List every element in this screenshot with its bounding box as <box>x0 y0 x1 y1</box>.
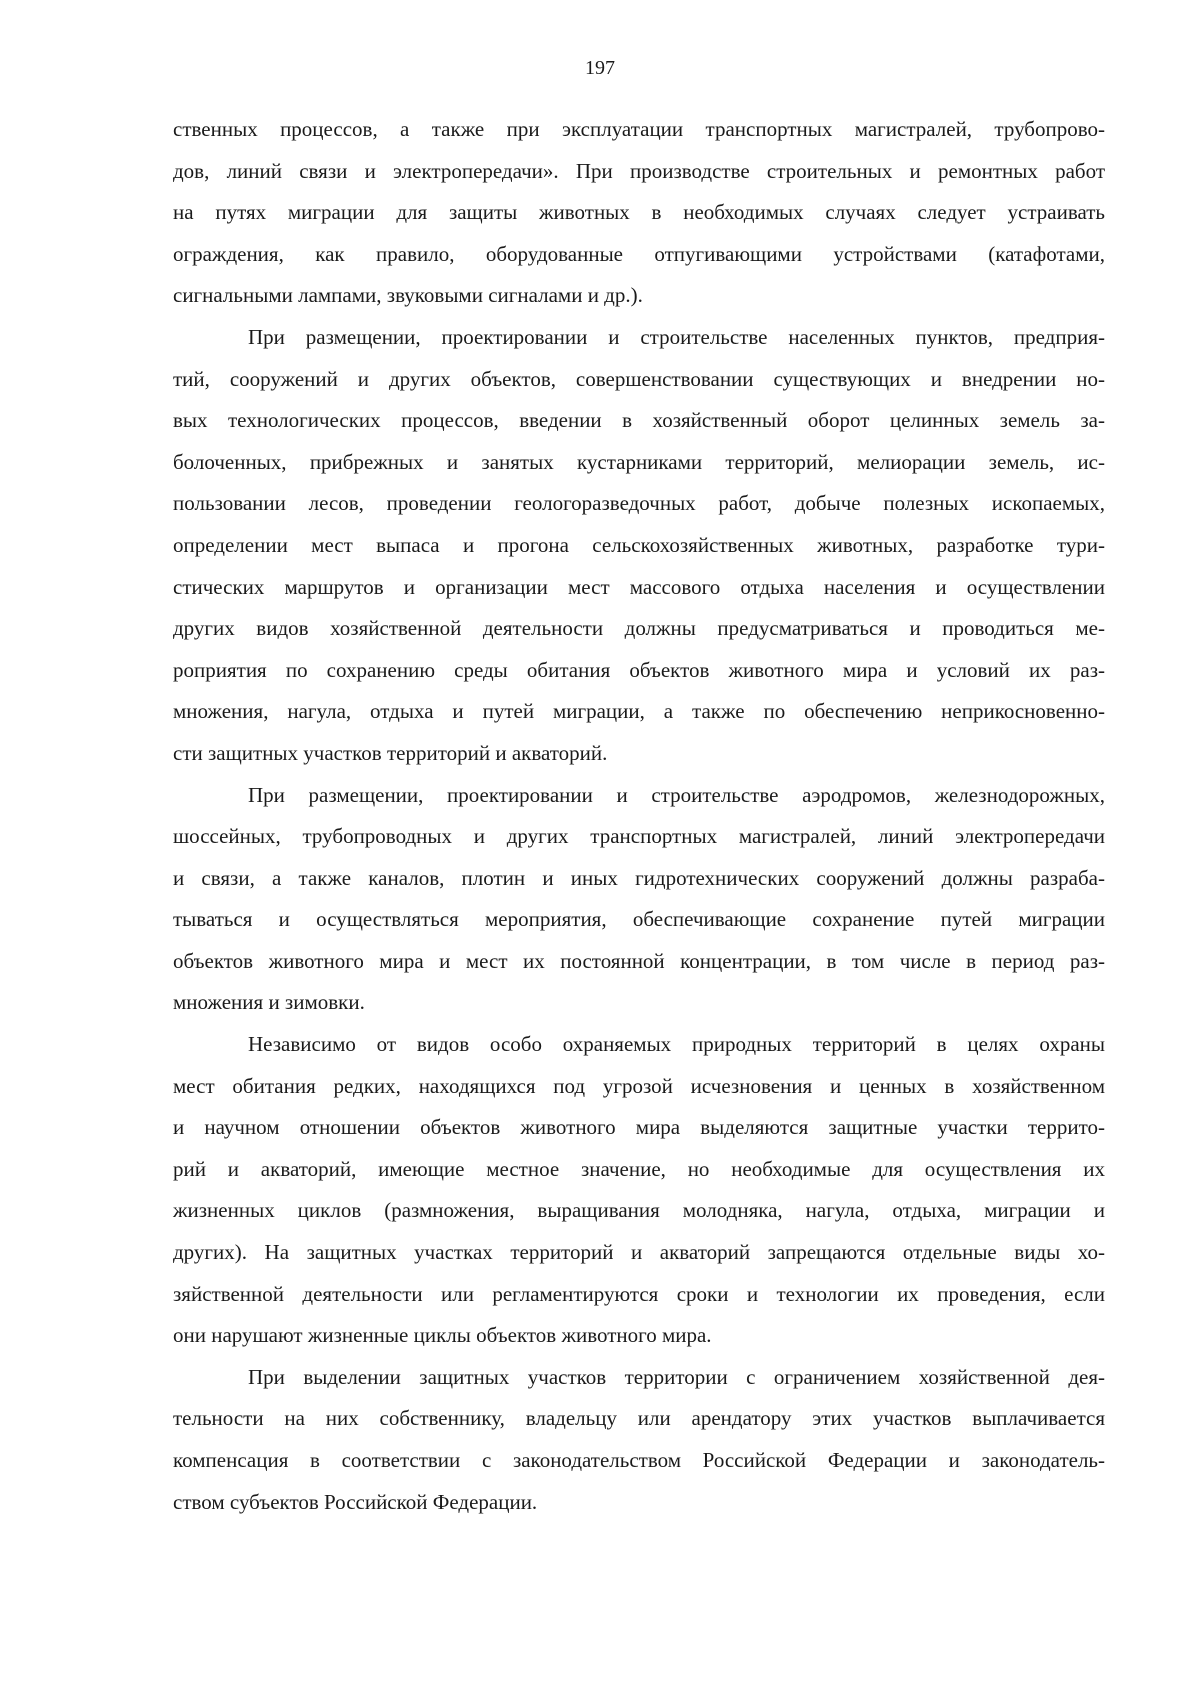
text-line: вых технологических процессов, введении в хозяйственный оборот целинных земель за- <box>173 408 1105 433</box>
text-line: тываться и осуществляться мероприятия, обеспечивающие сохранение путей миграции <box>173 907 1105 932</box>
text-line: шоссейных, трубопроводных и других транспортных магистралей, линий электропередачи <box>173 824 1105 849</box>
paragraph <box>173 775 1105 1025</box>
text-line: они нарушают жизненные циклы объектов животного мира. <box>173 1323 712 1348</box>
text-line: компенсация в соответствии с законодательством Российской Федерации и законодатель- <box>173 1448 1105 1472</box>
text-line: ством субъектов Российской Федерации. <box>173 1489 538 1514</box>
text-line: жизненных циклов (размножения, выращивания молодняка, нагула, отдыха, миграции и <box>173 1198 1105 1223</box>
paragraph <box>173 1357 1105 1523</box>
text-line: на путях миграции для защиты животных в необходимых случаях следует устраивать <box>173 200 1105 225</box>
text-line: тельности на них собственнику, владельцу или арендатору этих участков выплачивается <box>173 1406 1105 1431</box>
text-line: определении мест выпаса и прогона сельскохозяйственных животных, разработке тури- <box>173 532 1105 557</box>
text-line: сти защитных участков территорий и акваторий. <box>173 740 608 765</box>
paragraph <box>173 109 1105 317</box>
text-line: ственных процессов, а также при эксплуатации транспортных магистралей, трубопрово- <box>173 117 1105 141</box>
page-number: 197 <box>585 57 615 79</box>
text-line: При выделении защитных участков территории с ограничением хозяйственной дея- <box>248 1364 1105 1389</box>
paragraph <box>173 317 1105 775</box>
text-line: дов, линий связи и электропередачи». При производстве строительных и ремонтных работ <box>173 158 1105 183</box>
text-line: других). На защитных участках территорий и акваторий запрещаются отдельные виды хо- <box>173 1240 1105 1265</box>
text-line: пользовании лесов, проведении геологоразведочных работ, добыче полезных ископаемых, <box>173 491 1105 516</box>
text-line: и связи, а также каналов, плотин и иных гидротехнических сооружений должны разраба- <box>173 865 1105 890</box>
text-line: стических маршрутов и организации мест массового отдыха населения и осуществлении <box>173 574 1105 599</box>
text-line: При размещении, проектировании и строительстве аэродромов, железнодорожных, <box>248 782 1105 807</box>
text-line: объектов животного мира и мест их постоянной концентрации, в том числе в период раз- <box>173 948 1105 973</box>
paragraph <box>173 1024 1105 1357</box>
text-line: тий, сооружений и других объектов, совершенствовании существующих и внедрении но- <box>173 366 1105 391</box>
text-line: и научном отношении объектов животного мира выделяются защитные участки террито- <box>173 1115 1105 1140</box>
text-line: множения, нагула, отдыха и путей миграции, а также по обеспечению неприкосновенно- <box>173 699 1105 724</box>
text-line: мест обитания редких, находящихся под угрозой исчезновения и ценных в хозяйственном <box>173 1073 1105 1098</box>
text-line: сигнальными лампами, звуковыми сигналами и др.). <box>173 283 643 308</box>
text-line: рий и акваторий, имеющие местное значение, но необходимые для осуществления их <box>173 1156 1105 1181</box>
text-line: других видов хозяйственной деятельности должны предусматриваться и проводиться ме- <box>173 616 1105 641</box>
text-line: болоченных, прибрежных и занятых кустарниками территорий, мелиорации земель, ис- <box>173 449 1105 474</box>
text-line: ограждения, как правило, оборудованные отпугивающими устройствами (катафотами, <box>173 241 1105 266</box>
text-line: Независимо от видов особо охраняемых природных территорий в целях охраны <box>248 1032 1105 1057</box>
text-line: роприятия по сохранению среды обитания объектов животного мира и условий их раз- <box>173 657 1105 682</box>
text-line: множения и зимовки. <box>173 990 365 1015</box>
text-line: зяйственной деятельности или регламентируются сроки и технологии их проведения, если <box>173 1281 1105 1306</box>
body-text <box>173 109 1105 1523</box>
text-line: При размещении, проектировании и строительстве населенных пунктов, предприя- <box>248 324 1105 349</box>
